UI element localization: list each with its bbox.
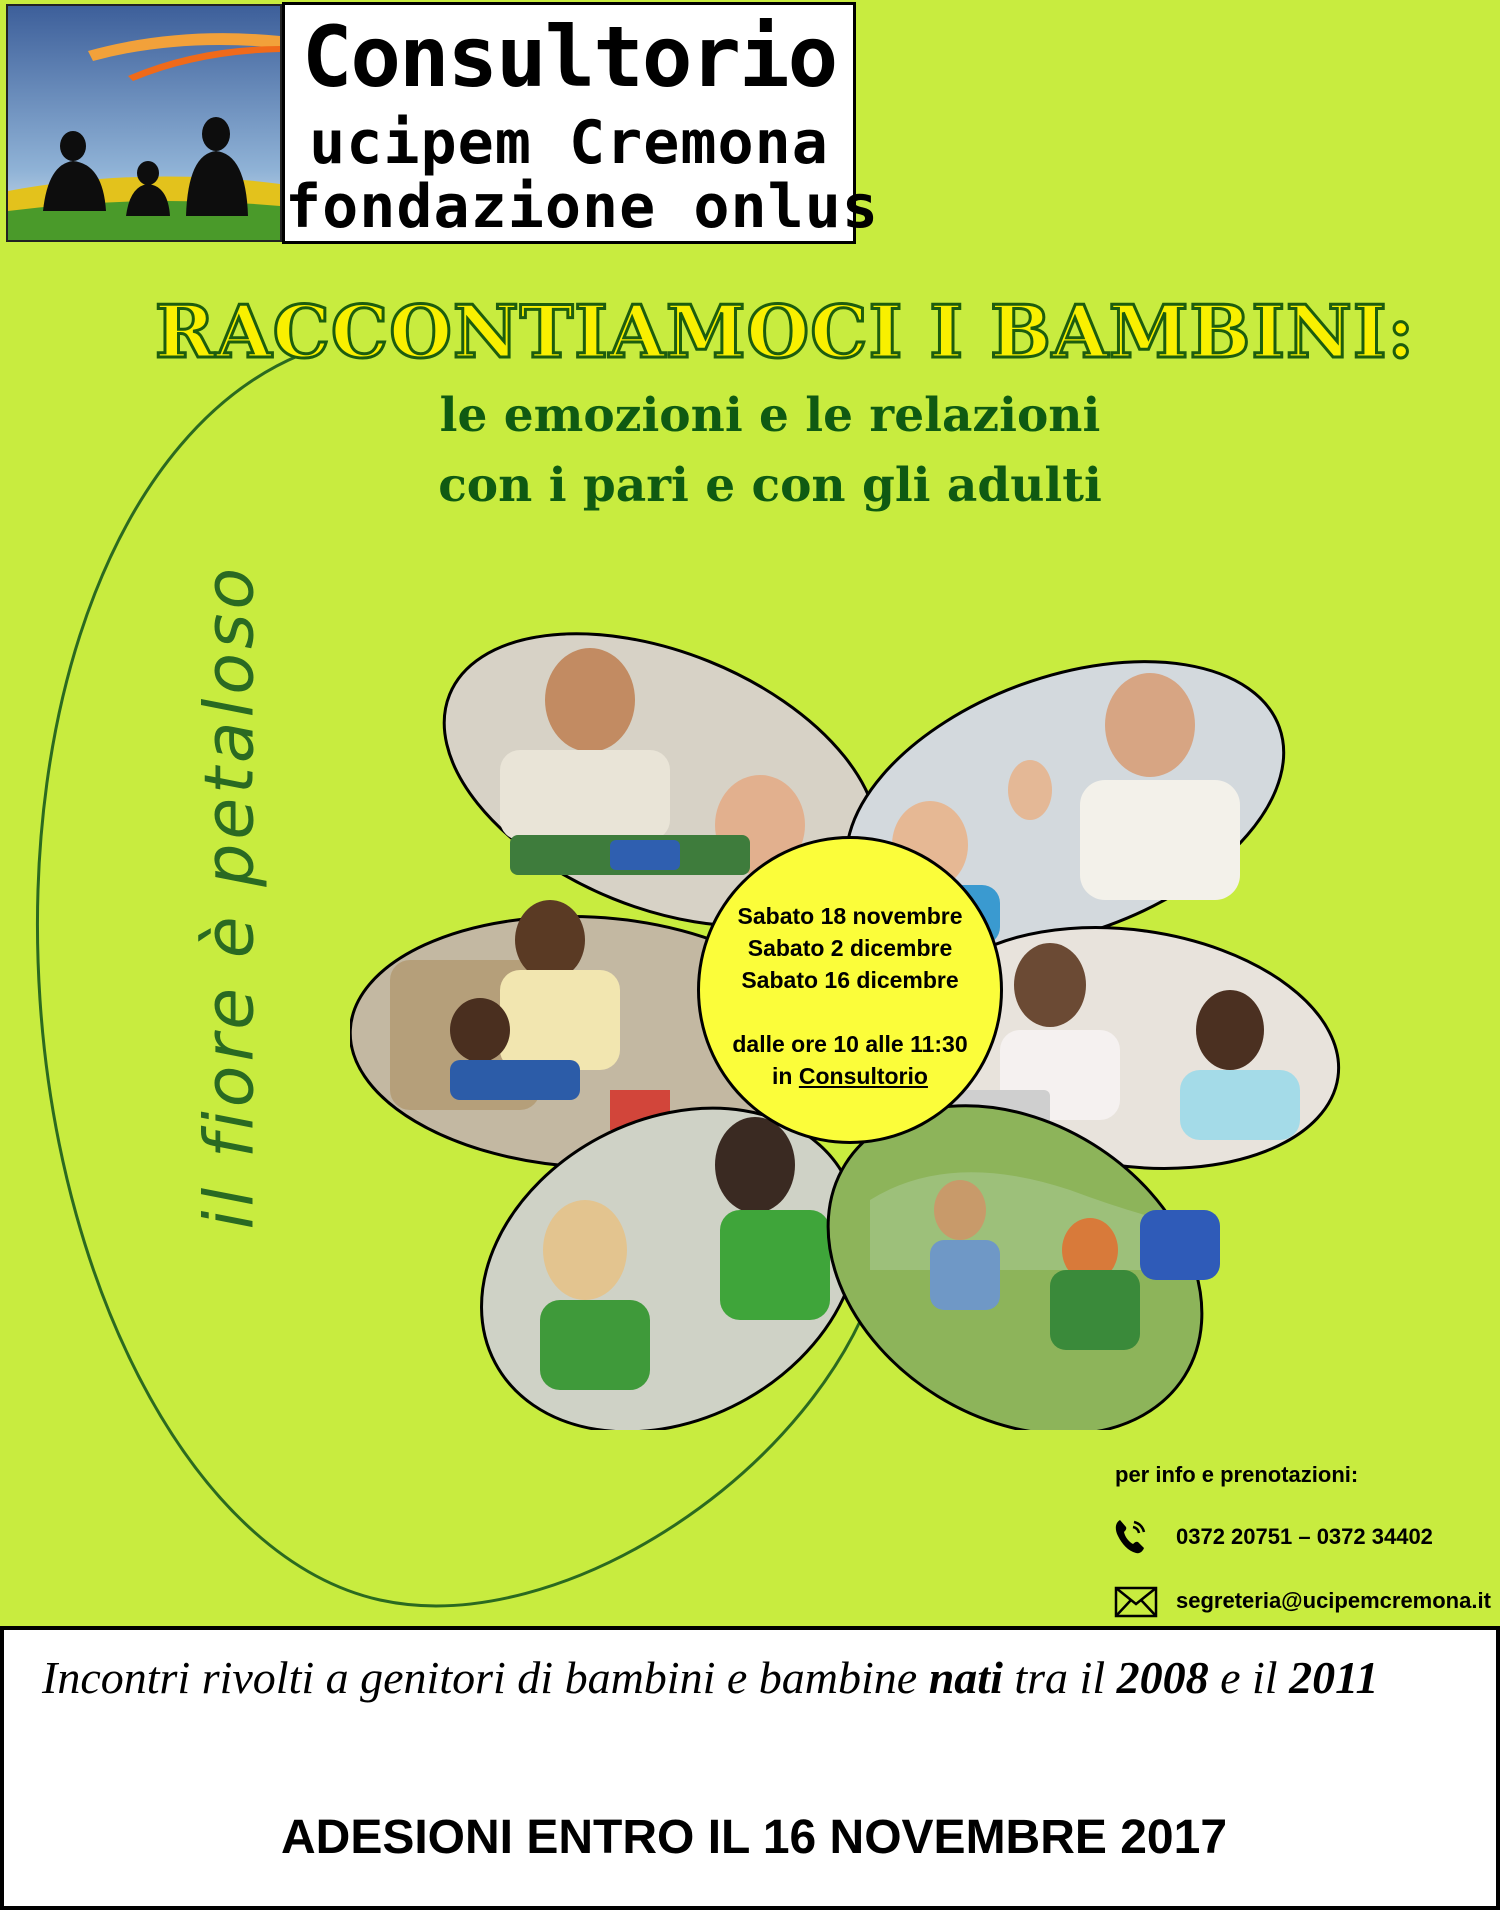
intro-part-f: 2011 [1289, 1652, 1379, 1703]
date-line-1: Sabato 18 novembre [737, 903, 963, 929]
place-name: Consultorio [798, 1063, 928, 1089]
logo-line-ucipem: ucipem Cremona [309, 108, 829, 178]
page-title: RACCONTIAMOCI I BAMBINI: [154, 289, 1416, 374]
subtitle-line-2: con i pari e con gli adulti [438, 458, 1102, 513]
place-prefix: in [772, 1063, 799, 1089]
email-address: segreteria@ucipemcremona.it [1176, 1588, 1491, 1613]
subtitle-line-1: le emozioni e le relazioni [439, 388, 1101, 443]
intro-part-c: tra il [1002, 1652, 1117, 1703]
intro-text [42, 1648, 1462, 1708]
place-line [700, 1063, 1000, 1090]
time-line: dalle ore 10 alle 11:30 [732, 1031, 968, 1057]
intro-part-e: e il [1208, 1652, 1290, 1703]
envelope-icon [1114, 1586, 1158, 1618]
intro-part-d: 2008 [1116, 1652, 1209, 1703]
handwritten-caption: il fiore è petaloso [190, 563, 270, 1230]
logo-line-consultorio: Consultorio [301, 8, 837, 106]
phone-numbers: 0372 20751 – 0372 34402 [1176, 1524, 1433, 1549]
phone-icon [1112, 1516, 1148, 1556]
date-line-2: Sabato 2 dicembre [747, 935, 953, 961]
flower-center-dates [697, 836, 1003, 1144]
date-line-3: Sabato 16 dicembre [741, 967, 959, 993]
intro-part-b: nati [928, 1652, 1003, 1703]
contacts-heading: per info e prenotazioni: [1115, 1462, 1359, 1487]
deadline-text: ADESIONI ENTRO IL 16 NOVEMBRE 2017 [280, 1811, 1228, 1864]
logo-line-fondazione: fondazione onlus [285, 172, 879, 242]
bottom-info-box [0, 1626, 1500, 1910]
intro-part-a: Incontri rivolti a genitori di bambini e bambine [42, 1652, 929, 1703]
